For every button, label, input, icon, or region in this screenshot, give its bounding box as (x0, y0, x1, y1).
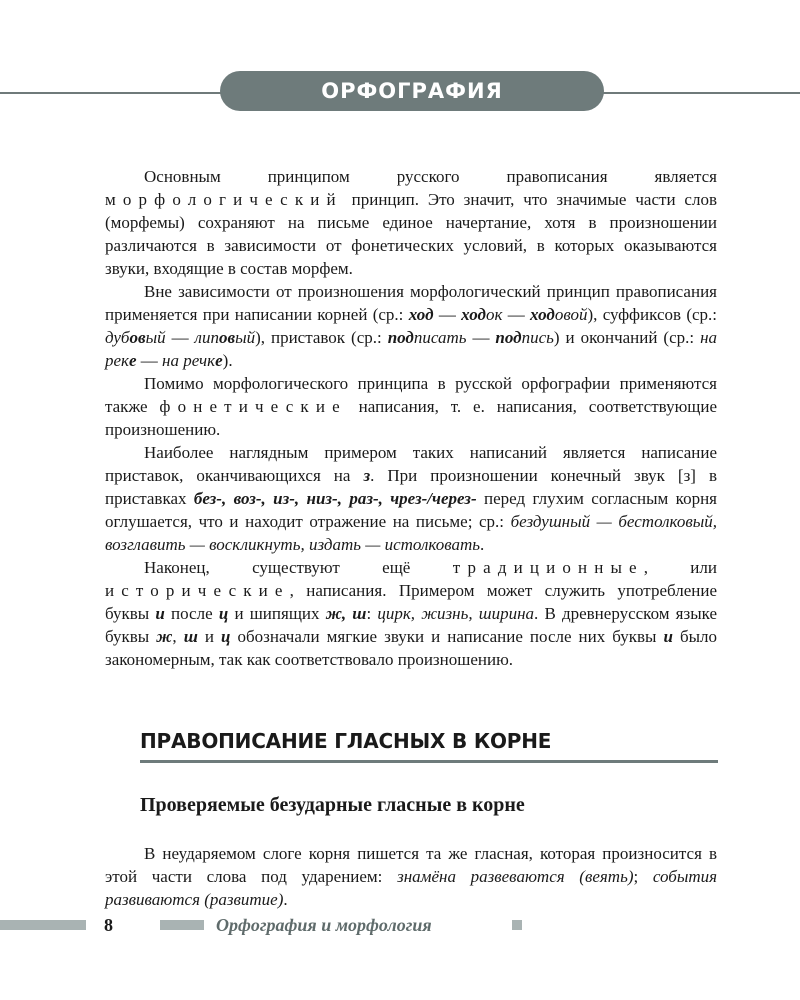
intro-text (105, 165, 717, 671)
footer-bar (160, 920, 204, 930)
paragraph: Помимо морфологического принципа в русской орфографии применяются также фонетические написания, т. е. написания, соответствующие произношению. (105, 374, 718, 439)
paragraph: Наиболее наглядным примером таких написаний является написание приставок, оканчивающихся на з. При произношении конечный звук [з] в приставках без-, воз-, из-, низ-, раз-, чрез-/через- перед глухим согласным корня оглушается, что и находит отражение на письме; ср.: бездушный — бестолковый, возглавить — воскликнуть, издать — истолковать. (105, 443, 718, 554)
paragraph: В неударяемом слоге корня пишется та же гласная, которая произносится в этой части слова под ударением: знамёна развеваются (веять); события развиваются (развитие). (105, 844, 718, 909)
header-banner (220, 71, 604, 111)
section-rule (140, 760, 718, 763)
paragraph: Наконец, существуют ещё традиционные, или исторические, написания. Примером может служить употребление буквы и после ц и шипящих ж, ш: цирк, жизнь, ширина. В древнерусском языке буквы ж, ш и ц обозначали мягкие звуки и написание после них буквы и было закономерным, так как соответствовало произношению. (105, 558, 718, 669)
section-title: ПРАВОПИСАНИЕ ГЛАСНЫХ В КОРНЕ (140, 729, 552, 753)
footer-title: Орфография и морфология (216, 915, 432, 935)
paragraph: Основным принципом русского правописания является морфологический принцип. Это значит, что значимые части слов (морфемы) сохраняют на письме единое начертание, хотя в произношении различаются в зависимости от фонетических условий, в которых оказываются звуки, входящие в состав морфем. (105, 167, 717, 278)
paragraph: Вне зависимости от произношения морфологический принцип правописания применяется при написании корней (ср.: ход — ходок — ходовой), суффиксов (ср.: дубовый — липовый), приставок (ср.: подписать — подпись) и окончаний (ср.: на реке — на речке). (105, 282, 718, 370)
page-number: 8 (104, 915, 113, 935)
footer-square (512, 920, 522, 930)
rule-text (105, 842, 717, 911)
header-title: ОРФОГРАФИЯ (321, 79, 503, 103)
subsection-title: Проверяемые безударные гласные в корне (140, 794, 525, 816)
footer-bar (0, 920, 86, 930)
